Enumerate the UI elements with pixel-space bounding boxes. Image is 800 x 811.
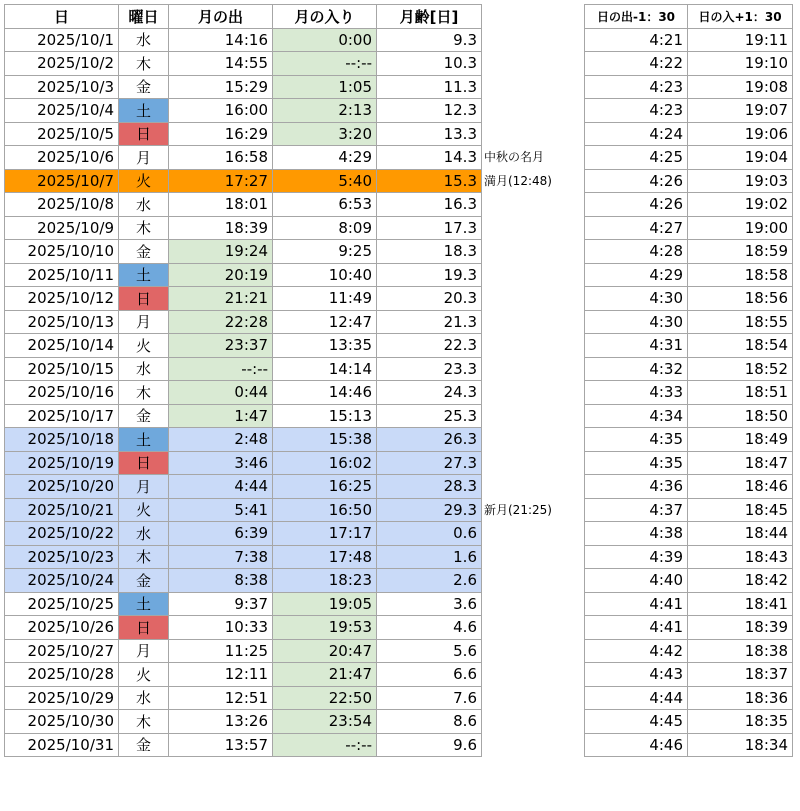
table-row — [585, 498, 793, 522]
moonrise-cell: 22:28 — [169, 310, 273, 334]
table-row — [585, 357, 793, 381]
date-cell: 2025/10/14 — [5, 334, 119, 358]
moonset-cell: 16:25 — [273, 475, 377, 499]
moonset-cell: 17:48 — [273, 545, 377, 569]
weekday-cell: 日 — [119, 451, 169, 475]
date-cell: 2025/10/22 — [5, 522, 119, 546]
moonset-cell: 16:50 — [273, 498, 377, 522]
table-row — [585, 710, 793, 734]
date-cell: 2025/10/16 — [5, 381, 119, 405]
moon-age-cell: 27.3 — [377, 451, 482, 475]
date-cell: 2025/10/7 — [5, 169, 119, 193]
table-row — [5, 240, 482, 264]
weekday-cell: 金 — [119, 240, 169, 264]
table-row — [585, 310, 793, 334]
table-row — [5, 545, 482, 569]
moonset-cell: 9:25 — [273, 240, 377, 264]
moonset-cell: 16:02 — [273, 451, 377, 475]
sunrise-cell: 4:26 — [585, 193, 688, 217]
moonset-cell: 2:13 — [273, 99, 377, 123]
moonrise-cell: 4:44 — [169, 475, 273, 499]
table-row — [5, 522, 482, 546]
moon-age-cell: 4.6 — [377, 616, 482, 640]
moon-age-cell: 24.3 — [377, 381, 482, 405]
sunrise-cell: 4:22 — [585, 52, 688, 76]
sunrise-cell: 4:44 — [585, 686, 688, 710]
table-row — [5, 569, 482, 593]
sunrise-cell: 4:35 — [585, 451, 688, 475]
weekday-cell: 月 — [119, 310, 169, 334]
sunset-cell: 18:36 — [688, 686, 793, 710]
moon-age-cell: 29.3 — [377, 498, 482, 522]
header-moonrise: 月の出 — [169, 5, 273, 29]
table-row — [5, 169, 482, 193]
table-row — [585, 240, 793, 264]
moonset-cell: 8:09 — [273, 216, 377, 240]
moon-age-cell: 18.3 — [377, 240, 482, 264]
sunrise-cell: 4:41 — [585, 592, 688, 616]
sunset-cell: 18:35 — [688, 710, 793, 734]
table-row — [585, 99, 793, 123]
sun-table — [584, 4, 793, 757]
weekday-cell: 火 — [119, 334, 169, 358]
table-row — [585, 451, 793, 475]
table-row — [5, 310, 482, 334]
moonset-cell: --:-- — [273, 52, 377, 76]
moon-age-cell: 7.6 — [377, 686, 482, 710]
moon-age-cell: 9.6 — [377, 733, 482, 757]
weekday-cell: 金 — [119, 569, 169, 593]
sunrise-cell: 4:36 — [585, 475, 688, 499]
moonrise-cell: 7:38 — [169, 545, 273, 569]
weekday-cell: 金 — [119, 404, 169, 428]
date-cell: 2025/10/15 — [5, 357, 119, 381]
moonset-cell: 5:40 — [273, 169, 377, 193]
date-cell: 2025/10/3 — [5, 75, 119, 99]
header-moon-age: 月齢[日] — [377, 5, 482, 29]
moonset-cell: 14:46 — [273, 381, 377, 405]
table-row — [585, 146, 793, 170]
weekday-cell: 水 — [119, 193, 169, 217]
table-row — [5, 592, 482, 616]
moon-age-cell: 10.3 — [377, 52, 482, 76]
sunrise-cell: 4:28 — [585, 240, 688, 264]
moonrise-cell: 16:00 — [169, 99, 273, 123]
header-sunrise-minus: 日の出-1：30 — [585, 5, 688, 29]
moonset-cell: 20:47 — [273, 639, 377, 663]
weekday-cell: 火 — [119, 663, 169, 687]
sunrise-cell: 4:41 — [585, 616, 688, 640]
table-row — [5, 99, 482, 123]
moonrise-cell: 14:16 — [169, 28, 273, 52]
sunset-cell: 19:06 — [688, 122, 793, 146]
sunset-cell: 18:46 — [688, 475, 793, 499]
sunrise-cell: 4:34 — [585, 404, 688, 428]
moon-age-cell: 11.3 — [377, 75, 482, 99]
sunset-cell: 18:44 — [688, 522, 793, 546]
moon-header-row — [5, 5, 482, 29]
sunset-cell: 18:49 — [688, 428, 793, 452]
date-cell: 2025/10/26 — [5, 616, 119, 640]
sunset-cell: 18:37 — [688, 663, 793, 687]
sunset-cell: 18:45 — [688, 498, 793, 522]
table-row — [5, 663, 482, 687]
date-cell: 2025/10/25 — [5, 592, 119, 616]
date-cell: 2025/10/28 — [5, 663, 119, 687]
moon-age-cell: 26.3 — [377, 428, 482, 452]
sunrise-cell: 4:42 — [585, 639, 688, 663]
moon-age-cell: 25.3 — [377, 404, 482, 428]
table-row — [585, 616, 793, 640]
moonrise-cell: 2:48 — [169, 428, 273, 452]
moonrise-cell: 12:51 — [169, 686, 273, 710]
table-row — [5, 686, 482, 710]
sunset-cell: 18:51 — [688, 381, 793, 405]
moon-age-cell: 16.3 — [377, 193, 482, 217]
sunrise-cell: 4:33 — [585, 381, 688, 405]
date-cell: 2025/10/1 — [5, 28, 119, 52]
sunrise-cell: 4:27 — [585, 216, 688, 240]
moon-age-cell: 2.6 — [377, 569, 482, 593]
table-row — [5, 263, 482, 287]
sunset-cell: 18:34 — [688, 733, 793, 757]
sunset-cell: 18:43 — [688, 545, 793, 569]
sunrise-cell: 4:40 — [585, 569, 688, 593]
moon-age-cell: 6.6 — [377, 663, 482, 687]
sunrise-cell: 4:45 — [585, 710, 688, 734]
date-cell: 2025/10/20 — [5, 475, 119, 499]
moonset-cell: 15:38 — [273, 428, 377, 452]
table-row — [585, 287, 793, 311]
moonset-cell: 14:14 — [273, 357, 377, 381]
moonrise-cell: 14:55 — [169, 52, 273, 76]
sunrise-cell: 4:46 — [585, 733, 688, 757]
moon-age-cell: 15.3 — [377, 169, 482, 193]
weekday-cell: 土 — [119, 263, 169, 287]
table-row — [5, 498, 482, 522]
sunrise-cell: 4:26 — [585, 169, 688, 193]
weekday-cell: 木 — [119, 710, 169, 734]
date-cell: 2025/10/24 — [5, 569, 119, 593]
table-row — [585, 522, 793, 546]
table-row — [5, 733, 482, 757]
table-row — [5, 193, 482, 217]
weekday-cell: 水 — [119, 357, 169, 381]
sunset-cell: 18:55 — [688, 310, 793, 334]
moon-age-cell: 28.3 — [377, 475, 482, 499]
table-row — [585, 52, 793, 76]
moonrise-cell: 21:21 — [169, 287, 273, 311]
weekday-cell: 火 — [119, 169, 169, 193]
table-row — [5, 428, 482, 452]
date-cell: 2025/10/27 — [5, 639, 119, 663]
moonrise-cell: 10:33 — [169, 616, 273, 640]
date-cell: 2025/10/17 — [5, 404, 119, 428]
sunrise-cell: 4:24 — [585, 122, 688, 146]
table-row — [585, 592, 793, 616]
table-row — [585, 569, 793, 593]
weekday-cell: 日 — [119, 287, 169, 311]
moonrise-cell: 23:37 — [169, 334, 273, 358]
weekday-cell: 水 — [119, 522, 169, 546]
moonrise-cell: 17:27 — [169, 169, 273, 193]
date-cell: 2025/10/31 — [5, 733, 119, 757]
sunrise-cell: 4:29 — [585, 263, 688, 287]
sunset-cell: 19:07 — [688, 99, 793, 123]
weekday-cell: 木 — [119, 545, 169, 569]
moon-age-cell: 13.3 — [377, 122, 482, 146]
moonset-cell: --:-- — [273, 733, 377, 757]
table-row — [585, 663, 793, 687]
date-cell: 2025/10/5 — [5, 122, 119, 146]
weekday-cell: 日 — [119, 122, 169, 146]
moonrise-cell: 3:46 — [169, 451, 273, 475]
moon-age-cell: 17.3 — [377, 216, 482, 240]
sunrise-cell: 4:23 — [585, 75, 688, 99]
weekday-cell: 金 — [119, 733, 169, 757]
moon-age-cell: 21.3 — [377, 310, 482, 334]
moon-age-cell: 12.3 — [377, 99, 482, 123]
moonrise-cell: 9:37 — [169, 592, 273, 616]
table-row — [585, 733, 793, 757]
weekday-cell: 日 — [119, 616, 169, 640]
sunset-cell: 19:04 — [688, 146, 793, 170]
moonset-cell: 18:23 — [273, 569, 377, 593]
weekday-cell: 水 — [119, 28, 169, 52]
moonset-cell: 15:13 — [273, 404, 377, 428]
date-cell: 2025/10/21 — [5, 498, 119, 522]
weekday-cell: 火 — [119, 498, 169, 522]
sunset-cell: 18:42 — [688, 569, 793, 593]
sunset-cell: 19:02 — [688, 193, 793, 217]
moonset-cell: 10:40 — [273, 263, 377, 287]
moonset-cell: 17:17 — [273, 522, 377, 546]
sunset-cell: 19:11 — [688, 28, 793, 52]
moonset-cell: 12:47 — [273, 310, 377, 334]
date-cell: 2025/10/9 — [5, 216, 119, 240]
table-row — [585, 639, 793, 663]
sunset-cell: 19:03 — [688, 169, 793, 193]
sunrise-cell: 4:21 — [585, 28, 688, 52]
moonset-cell: 21:47 — [273, 663, 377, 687]
moonrise-cell: 18:39 — [169, 216, 273, 240]
moon-age-cell: 23.3 — [377, 357, 482, 381]
date-cell: 2025/10/18 — [5, 428, 119, 452]
annotation-note: 中秋の名月 — [484, 150, 545, 164]
weekday-cell: 土 — [119, 428, 169, 452]
date-cell: 2025/10/11 — [5, 263, 119, 287]
moon-age-cell: 20.3 — [377, 287, 482, 311]
table-row — [5, 381, 482, 405]
moon-age-cell: 0.6 — [377, 522, 482, 546]
moon-age-cell: 14.3 — [377, 146, 482, 170]
moon-age-cell: 1.6 — [377, 545, 482, 569]
sun-header-row — [585, 5, 793, 29]
sunset-cell: 19:10 — [688, 52, 793, 76]
table-row — [5, 52, 482, 76]
moonrise-cell: 16:58 — [169, 146, 273, 170]
table-row — [585, 545, 793, 569]
sunset-cell: 18:56 — [688, 287, 793, 311]
table-row — [585, 122, 793, 146]
table-row — [585, 28, 793, 52]
table-row — [585, 475, 793, 499]
sunset-cell: 18:38 — [688, 639, 793, 663]
sunset-cell: 18:58 — [688, 263, 793, 287]
weekday-cell: 月 — [119, 146, 169, 170]
date-cell: 2025/10/2 — [5, 52, 119, 76]
moonset-cell: 0:00 — [273, 28, 377, 52]
moon-age-cell: 22.3 — [377, 334, 482, 358]
table-row — [5, 475, 482, 499]
moonset-cell: 22:50 — [273, 686, 377, 710]
table-row — [585, 381, 793, 405]
table-row — [5, 334, 482, 358]
table-row — [5, 146, 482, 170]
sunset-cell: 18:54 — [688, 334, 793, 358]
weekday-cell: 土 — [119, 99, 169, 123]
sunrise-cell: 4:38 — [585, 522, 688, 546]
table-row — [585, 216, 793, 240]
weekday-cell: 木 — [119, 52, 169, 76]
table-row — [5, 639, 482, 663]
date-cell: 2025/10/23 — [5, 545, 119, 569]
table-row — [585, 169, 793, 193]
table-row — [585, 404, 793, 428]
table-row — [5, 122, 482, 146]
sunrise-cell: 4:31 — [585, 334, 688, 358]
sunrise-cell: 4:23 — [585, 99, 688, 123]
table-row — [585, 428, 793, 452]
moon-age-cell: 19.3 — [377, 263, 482, 287]
sunset-cell: 18:52 — [688, 357, 793, 381]
table-row — [5, 28, 482, 52]
table-row — [5, 216, 482, 240]
table-row — [585, 686, 793, 710]
sunset-cell: 19:00 — [688, 216, 793, 240]
date-cell: 2025/10/19 — [5, 451, 119, 475]
sunrise-cell: 4:35 — [585, 428, 688, 452]
weekday-cell: 木 — [119, 216, 169, 240]
header-moonset: 月の入り — [273, 5, 377, 29]
moonrise-cell: 13:57 — [169, 733, 273, 757]
moonset-cell: 11:49 — [273, 287, 377, 311]
sunrise-cell: 4:39 — [585, 545, 688, 569]
header-weekday: 曜日 — [119, 5, 169, 29]
moonset-cell: 1:05 — [273, 75, 377, 99]
sunrise-cell: 4:30 — [585, 287, 688, 311]
moonrise-cell: 16:29 — [169, 122, 273, 146]
moonset-cell: 6:53 — [273, 193, 377, 217]
moonset-cell: 23:54 — [273, 710, 377, 734]
header-sunset-plus: 日の入+1：30 — [688, 5, 793, 29]
table-row — [5, 710, 482, 734]
header-date: 日 — [5, 5, 119, 29]
moonset-cell: 3:20 — [273, 122, 377, 146]
date-cell: 2025/10/29 — [5, 686, 119, 710]
sunrise-cell: 4:37 — [585, 498, 688, 522]
sunset-cell: 18:39 — [688, 616, 793, 640]
sunrise-cell: 4:43 — [585, 663, 688, 687]
moonrise-cell: 19:24 — [169, 240, 273, 264]
moonrise-cell: 12:11 — [169, 663, 273, 687]
sunset-cell: 18:47 — [688, 451, 793, 475]
table-row — [5, 75, 482, 99]
weekday-cell: 土 — [119, 592, 169, 616]
date-cell: 2025/10/6 — [5, 146, 119, 170]
date-cell: 2025/10/12 — [5, 287, 119, 311]
moonset-cell: 19:53 — [273, 616, 377, 640]
moonrise-cell: 18:01 — [169, 193, 273, 217]
sunrise-cell: 4:25 — [585, 146, 688, 170]
date-cell: 2025/10/13 — [5, 310, 119, 334]
weekday-cell: 月 — [119, 475, 169, 499]
weekday-cell: 月 — [119, 639, 169, 663]
table-row — [585, 75, 793, 99]
table-row — [585, 193, 793, 217]
sunrise-cell: 4:32 — [585, 357, 688, 381]
moonrise-cell: 8:38 — [169, 569, 273, 593]
sunset-cell: 18:50 — [688, 404, 793, 428]
table-row — [5, 451, 482, 475]
moon-age-cell: 9.3 — [377, 28, 482, 52]
moonrise-cell: 13:26 — [169, 710, 273, 734]
moonrise-cell: 15:29 — [169, 75, 273, 99]
moonrise-cell: 0:44 — [169, 381, 273, 405]
moonrise-cell: --:-- — [169, 357, 273, 381]
annotation-note: 満月(12:48) — [484, 173, 552, 188]
date-cell: 2025/10/4 — [5, 99, 119, 123]
moonset-cell: 19:05 — [273, 592, 377, 616]
moon-age-cell: 3.6 — [377, 592, 482, 616]
moonset-cell: 13:35 — [273, 334, 377, 358]
sunset-cell: 19:08 — [688, 75, 793, 99]
table-row — [5, 616, 482, 640]
table-row — [585, 334, 793, 358]
sunset-cell: 18:59 — [688, 240, 793, 264]
moonrise-cell: 11:25 — [169, 639, 273, 663]
moonrise-cell: 5:41 — [169, 498, 273, 522]
moon-age-cell: 8.6 — [377, 710, 482, 734]
moon-table — [4, 4, 482, 757]
annotation-note: 新月(21:25) — [484, 502, 552, 517]
weekday-cell: 金 — [119, 75, 169, 99]
table-row — [585, 263, 793, 287]
sunrise-cell: 4:30 — [585, 310, 688, 334]
moonrise-cell: 6:39 — [169, 522, 273, 546]
date-cell: 2025/10/30 — [5, 710, 119, 734]
moonrise-cell: 1:47 — [169, 404, 273, 428]
sunset-cell: 18:41 — [688, 592, 793, 616]
moon-age-cell: 5.6 — [377, 639, 482, 663]
table-row — [5, 357, 482, 381]
table-row — [5, 404, 482, 428]
weekday-cell: 水 — [119, 686, 169, 710]
moonset-cell: 4:29 — [273, 146, 377, 170]
weekday-cell: 木 — [119, 381, 169, 405]
date-cell: 2025/10/10 — [5, 240, 119, 264]
date-cell: 2025/10/8 — [5, 193, 119, 217]
table-row — [5, 287, 482, 311]
moonrise-cell: 20:19 — [169, 263, 273, 287]
